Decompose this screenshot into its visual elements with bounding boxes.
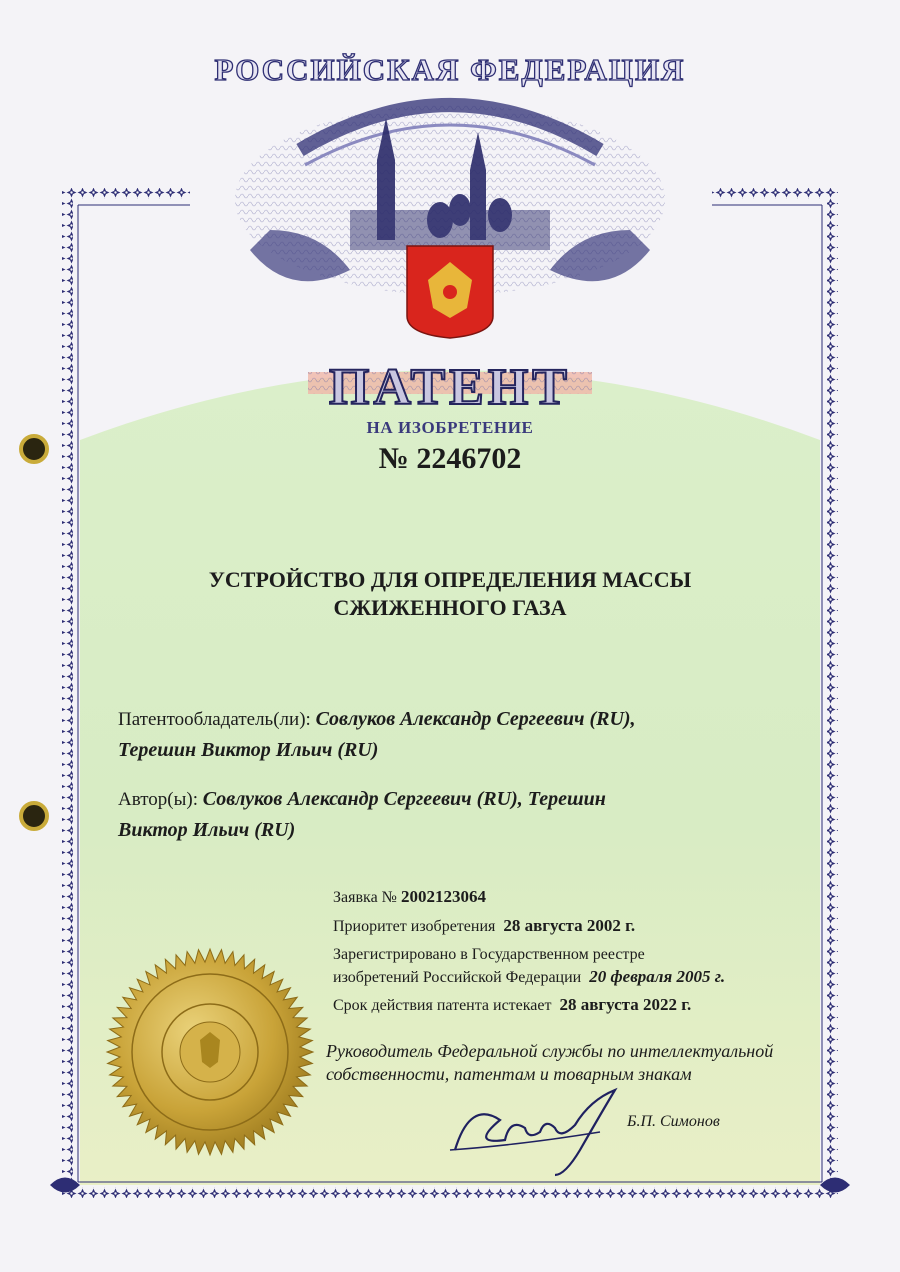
priority-date: 28 августа 2002 г. xyxy=(503,916,636,935)
signer-name: Б.П. Симонов xyxy=(627,1113,720,1130)
patent-holders-label: Патентообладатель(ли): xyxy=(118,709,311,730)
invention-title-line2: СЖИЖЕННОГО ГАЗА xyxy=(333,595,567,620)
application-number: 2002123064 xyxy=(400,887,486,906)
priority-row xyxy=(333,915,813,938)
priority-label: Приоритет изобретения xyxy=(333,918,496,935)
authors-value-line1: Совлуков Александр Сергеевич (RU), Терешин xyxy=(202,788,606,810)
head-of-service xyxy=(326,1040,826,1086)
application-label: Заявка № xyxy=(333,889,397,906)
registered-date: 20 февраля 2005 г. xyxy=(589,967,726,986)
patent-number: № 2246702 xyxy=(378,442,522,475)
registered-line1: Зарегистрировано в Государственном реестре xyxy=(333,946,645,963)
country-heading: РОССИЙСКАЯ ФЕДЕРАЦИЯ xyxy=(214,52,686,87)
expiry-label: Срок действия патента истекает xyxy=(333,997,552,1014)
authors-value-line2: Виктор Ильич (RU) xyxy=(118,819,296,841)
patent-holders-value-line1: Совлуков Александр Сергеевич (RU), xyxy=(315,708,636,730)
patent-holders xyxy=(118,704,758,766)
document-subtitle: НА ИЗОБРЕТЕНИЕ xyxy=(366,418,534,437)
authors-label: Автор(ы): xyxy=(118,789,198,810)
coat-of-arms-icon xyxy=(407,246,493,338)
registered-row xyxy=(333,966,813,989)
head-of-service-line1: Руководитель Федеральной службы по интеллектуальной xyxy=(326,1041,774,1061)
head-of-service-line2: собственности, патентам и товарным знакам xyxy=(326,1064,692,1084)
application-number-row xyxy=(333,886,813,909)
authors xyxy=(118,784,718,845)
patent-holders-value-line2: Терешин Виктор Ильич (RU) xyxy=(118,739,379,761)
invention-title xyxy=(120,566,780,622)
registered-label: изобретений Российской Федерации xyxy=(333,969,582,986)
expiry-date: 28 августа 2022 г. xyxy=(559,995,692,1014)
document-title: ПАТЕНТ xyxy=(329,359,571,416)
expiry-row xyxy=(333,994,813,1017)
binder-hole-bottom xyxy=(19,801,49,831)
invention-title-line1: УСТРОЙСТВО ДЛЯ ОПРЕДЕЛЕНИЯ МАССЫ xyxy=(208,567,692,592)
gold-seal xyxy=(107,949,313,1155)
